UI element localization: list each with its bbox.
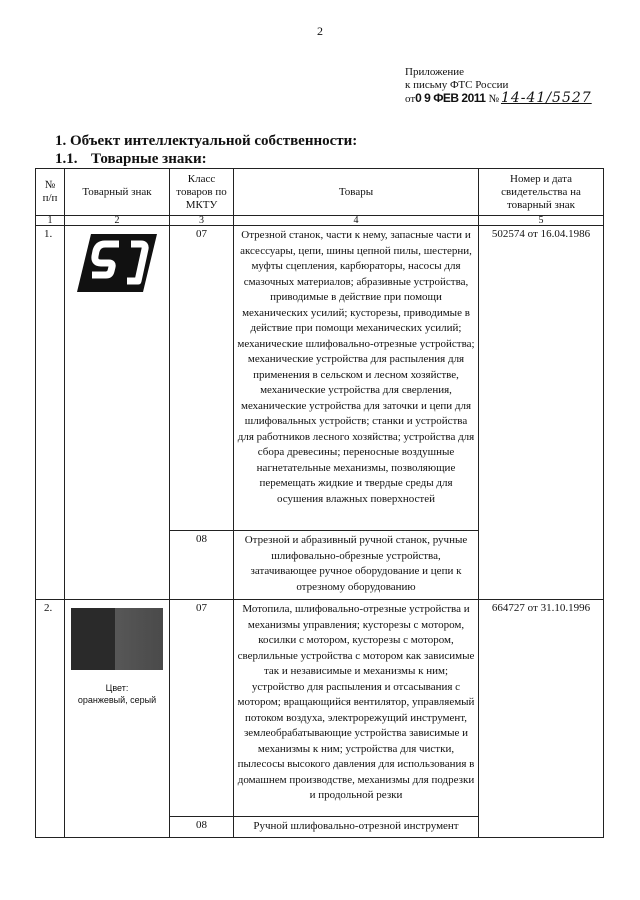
column-number: 1 — [36, 216, 65, 226]
registration-cell: 502574 от 16.04.1986 — [479, 226, 604, 600]
goods-cell: Ручной шлифовально-отрезной инструмент — [234, 817, 479, 838]
from-label: от — [405, 93, 416, 105]
header-class: Класс товаров по МКТУ — [170, 169, 234, 216]
subsection-heading — [55, 151, 207, 168]
class-cell: 08 — [170, 817, 234, 838]
trademark-cell — [65, 226, 170, 600]
color-mark-swatch — [71, 608, 163, 670]
header-no: № п/п — [36, 169, 65, 216]
color-caption — [68, 682, 166, 706]
color-caption-label: Цвет: — [105, 683, 129, 693]
goods-cell: Мотопила, шлифовально-отрезные устройства и механизмы управления; кусторезы с мотором, косилки с мотором, кусторезы с мотором, сверлильные устройства с мотором как зависимые так и независимые и механизмы к ним; устройство для распыления и отсасывания с мотором; вращающийся вентилятор, управляемый потоком воздуха, электрорежущий инструмент, землеобрабатывающие устройства зависимые и механизмы к ним; устройства для чистки, пылесосы высокого давления для использования в домашнем производстве, механизмы для подрезки и продольной резки — [234, 600, 479, 817]
class-cell: 08 — [170, 531, 234, 600]
column-number: 3 — [170, 216, 234, 226]
color-caption-value: оранжевый, серый — [77, 695, 157, 705]
table-row — [36, 600, 604, 817]
row-number: 2. — [36, 600, 65, 838]
header-mark: Товарный знак — [65, 169, 170, 216]
goods-cell: Отрезной станок, части к нему, запасные части и аксессуары, цепи, шины цепной пилы, шестерни, муфты сцепления, карбюраторы, насосы для смазочных материалов; абразивные устройства, приводимые в действие при помощи механических усилий; кусторезы, приводимые в действие при помощи механических усилий; механические шлифовально-отрезные устройства; механические устройства для распыления для применения в сельском и лесном хозяйстве, механические устройства для сверления, механические устройства для заточки и цепи для шлифовальных устройств; станки и устройства для работников лесного хозяйства; устройства для сбора древесины; переносные воздушные нагнетательные механизмы, позволяющие перемещать жидкие и твердые среды для осушения влажных поверхностей — [234, 226, 479, 531]
subsection-number: 1.1. — [55, 151, 78, 167]
header-goods: Товары — [234, 169, 479, 216]
class-cell: 07 — [170, 600, 234, 817]
goods-cell: Отрезной и абразивный ручной станок, ручные шлифовально-обрезные устройства, затачивающее ручное оборудование и цепи к отрезному оборудованию — [234, 531, 479, 600]
column-number: 2 — [65, 216, 170, 226]
appendix-title: Приложение — [405, 66, 465, 78]
column-number-row — [36, 216, 604, 226]
row-number: 1. — [36, 226, 65, 600]
subsection-title: Товарные знаки: — [91, 151, 207, 167]
handwritten-letter-number: 14-41/5527 — [500, 90, 592, 106]
table-header-row — [36, 169, 604, 216]
page-number: 2 — [317, 24, 323, 38]
header-registration: Номер и дата свидетельства на товарный знак — [479, 169, 604, 216]
trademarks-table — [35, 168, 604, 838]
appendix-letter-ref: к письму ФТС России — [405, 79, 509, 91]
number-label: № — [488, 93, 499, 105]
registration-cell: 664727 от 31.10.1996 — [479, 600, 604, 838]
table-row — [36, 226, 604, 531]
appendix-date-number — [405, 92, 592, 106]
date-stamp: 0 9 ФЕВ 2011 — [415, 91, 486, 105]
column-number: 4 — [234, 216, 479, 226]
section-heading: 1. Объект интеллектуальной собственности: — [55, 133, 358, 149]
appendix-block — [405, 66, 592, 106]
trademark-cell — [65, 600, 170, 838]
column-number: 5 — [479, 216, 604, 226]
class-cell: 07 — [170, 226, 234, 531]
stihl-logo-image — [75, 231, 159, 295]
